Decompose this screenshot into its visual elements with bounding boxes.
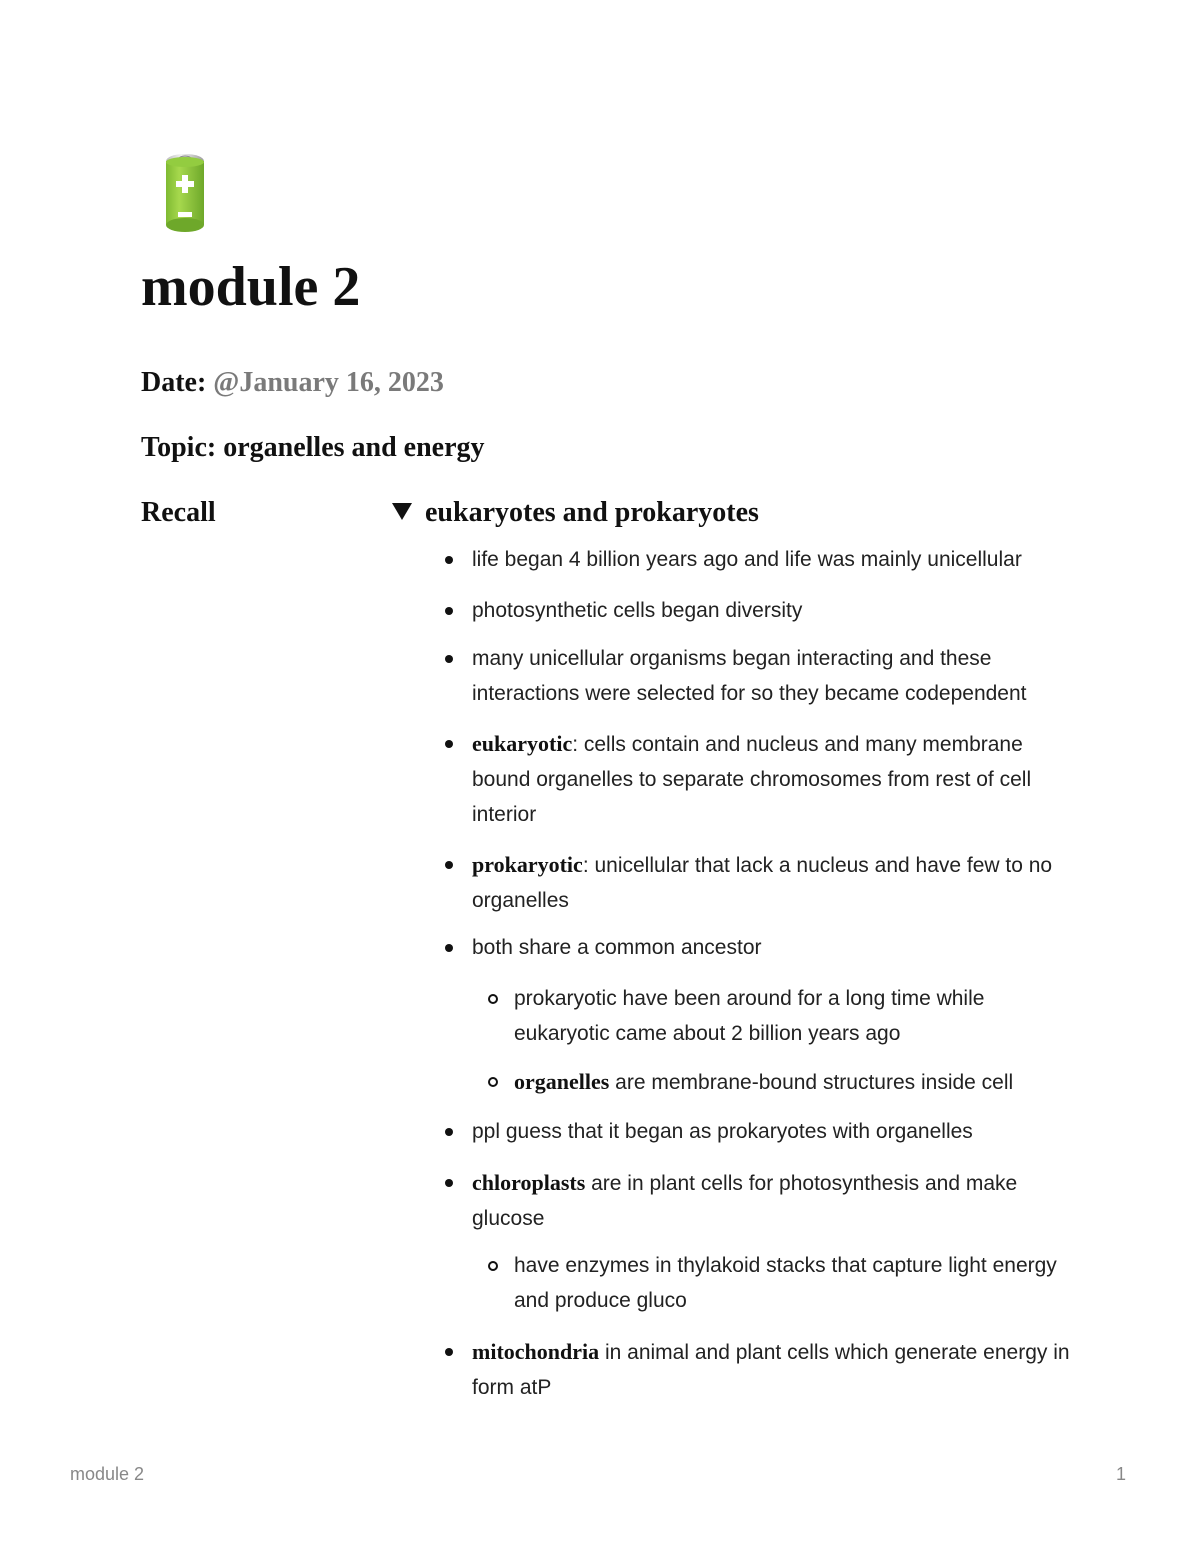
list-item [472,593,1072,628]
footer-title: module 2 [70,1464,145,1484]
sub-list-item [514,1064,1074,1100]
date-value[interactable]: @January 16, 2023 [213,367,444,398]
date-property [141,365,444,401]
list-item-term: eukaryotic [472,731,573,756]
list-item-text: have enzymes in thylakoid stacks that capture light energy and produce gluco [514,1254,1057,1312]
list-item [472,930,1072,965]
bullet-dot-icon [445,607,453,615]
bullet-ring-icon [488,1261,498,1271]
bullet-dot-icon [445,861,453,869]
bullet-dot-icon [445,944,453,952]
list-item-text: life began 4 billion years ago and life was mainly unicellular [472,548,1022,571]
bullet-ring-icon [488,994,498,1004]
list-item-term: prokaryotic [472,852,583,877]
list-item-text: are membrane-bound structures inside cell [609,1071,1014,1094]
topic-property [141,430,485,466]
list-item-text: ppl guess that it began as prokaryotes with organelles [472,1120,973,1143]
list-item-text: both share a common ancestor [472,936,762,959]
list-item-term: organelles [514,1069,610,1094]
toggle-triangle-icon[interactable] [392,503,412,520]
list-item-text: in animal and plant cells which generate energy in form atP [472,1341,1070,1399]
list-item [472,542,1072,577]
list-item-text: : unicellular that lack a nucleus and have few to no organelles [472,854,1053,912]
toggle-header[interactable] [392,495,1072,531]
bullet-ring-icon [488,1077,498,1087]
list-item-term: chloroplasts [472,1170,586,1195]
list-item-text: prokaryotic have been around for a long time while eukaryotic came about 2 billion years ago [514,987,985,1045]
toggle-title: eukaryotes and prokaryotes [425,497,759,528]
topic-value: organelles and energy [223,432,485,463]
list-item-text: many unicellular organisms began interacting and these interactions were selected for so they became codependent [472,647,1027,705]
date-label: Date: [141,367,207,398]
list-item-text: : cells contain and nucleus and many membrane bound organelles to separate chromosomes from rest of cell interior [472,733,1032,826]
list-item [472,1334,1072,1405]
list-item [472,1165,1072,1236]
list-item [472,641,1072,711]
sub-list-item [514,981,1074,1051]
list-item-text: are in plant cells for photosynthesis and make glucose [472,1172,1018,1230]
bullet-dot-icon [445,1348,453,1356]
topic-label: Topic: [141,432,217,463]
page-title: module 2 [141,256,361,318]
sub-list-item [514,1248,1074,1318]
bullet-dot-icon [445,740,453,748]
toggle-block [392,495,1072,1399]
list-item-term: mitochondria [472,1339,600,1364]
bullet-dot-icon [445,1128,453,1136]
list-item [472,726,1072,832]
list-item [472,847,1072,918]
page-number: 1 [1116,1464,1127,1484]
bullet-dot-icon [445,556,453,564]
bullet-dot-icon [445,655,453,663]
battery-icon [163,152,207,234]
list-item [472,1114,1072,1149]
list-item-text: photosynthetic cells began diversity [472,599,803,622]
bullet-dot-icon [445,1179,453,1187]
recall-label: Recall [141,497,216,528]
